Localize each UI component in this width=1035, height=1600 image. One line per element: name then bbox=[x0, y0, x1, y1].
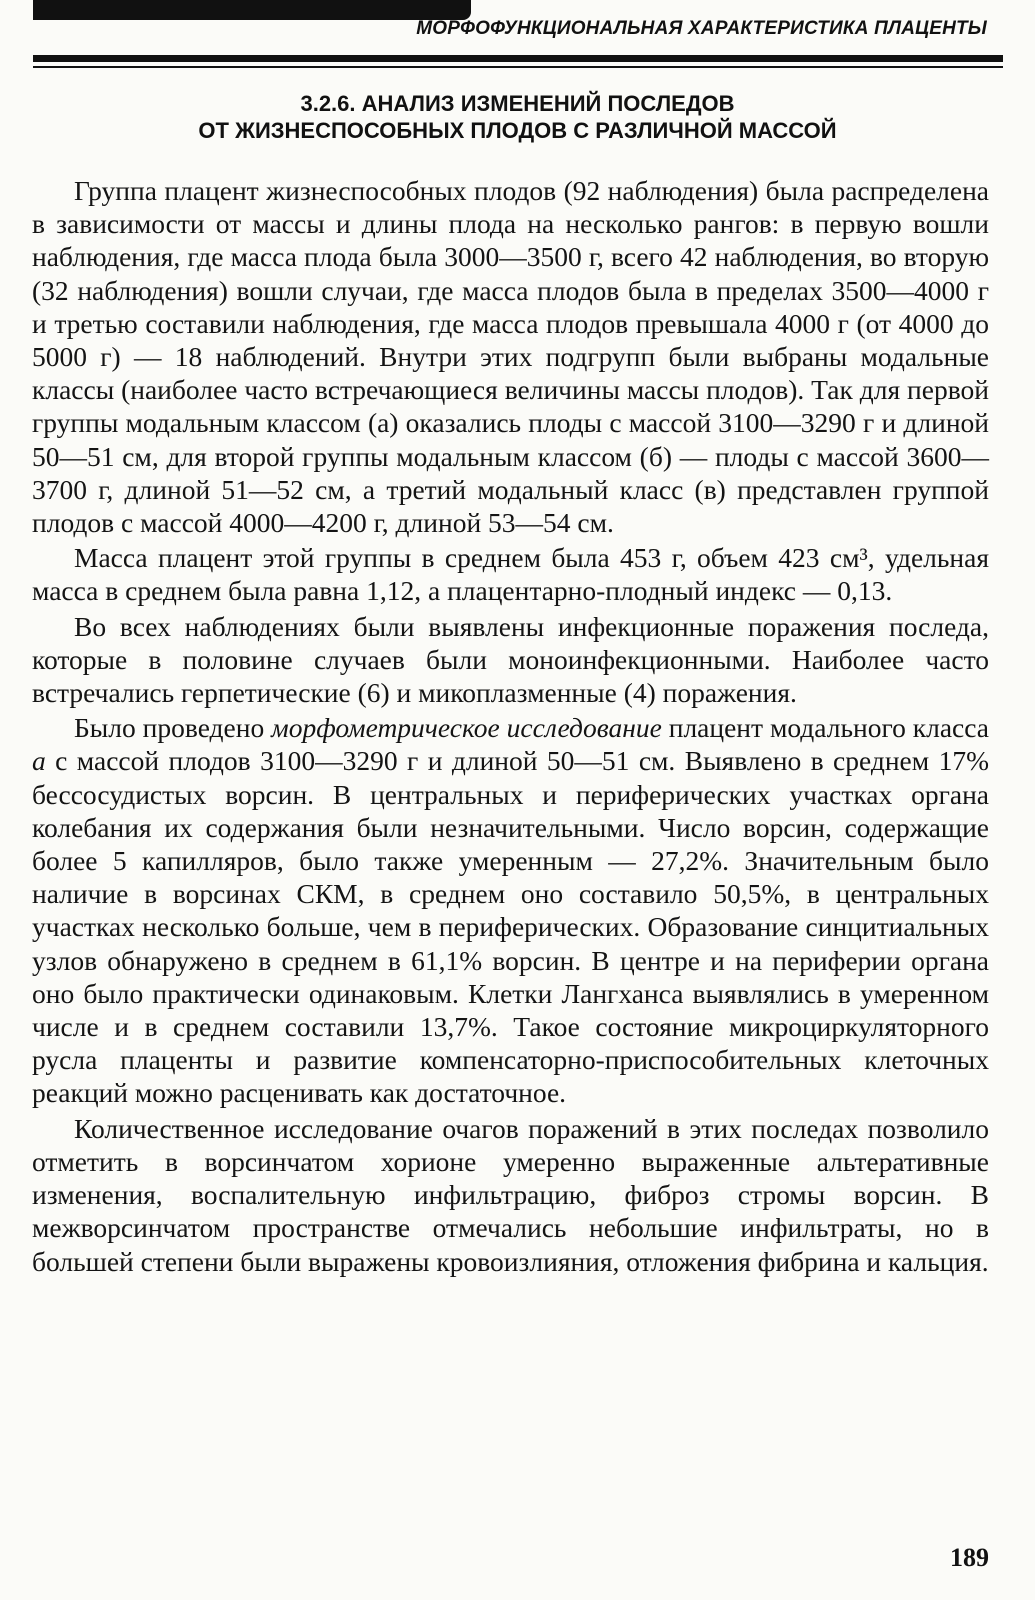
paragraph-4-italic-term: морфометрическое исследование bbox=[271, 712, 662, 744]
paragraph-4-start: Было проведено bbox=[74, 712, 272, 744]
paragraph-2: Масса плацент этой группы в среднем была 453 г, объем 423 см³, удельная масса в среднем была равна 1,12, а плацентарно-плодный индекс — 0,13. bbox=[32, 542, 989, 607]
page-number: 189 bbox=[950, 1543, 989, 1572]
header-rule-thick bbox=[33, 55, 1003, 62]
paragraph-4 bbox=[32, 711, 989, 1109]
paragraph-1: Группа плацент жизнеспособных плодов (92 наблюдения) была распределена в зависимости от массы и длины плода на несколько рангов: в первую вошли наблюдения, где масса плода была 3000—3500 г, всего 42 наблюдения, во вторую (32 наблюдения) вошли случаи, где масса плодов была в пределах 3500—4000 г и третью составили наблюдения, где масса плодов превышала 4000 г (от 4000 до 5000 г) — 18 наблюдений. Внутри этих подгрупп были выбраны модальные классы (наиболее часто встречающиеся величины массы плодов). Так для первой группы модальным классом (а) оказались плоды с массой 3100—3290 г и длиной 50—51 см, для второй группы модальным классом (б) — плоды с массой 3600—3700 г, длиной 51—52 см, а третий модальный класс (в) представлен группой плодов с массой 4000—4200 г, длиной 53—54 см. bbox=[32, 175, 989, 539]
running-header: МОРФОФУНКЦИОНАЛЬНАЯ ХАРАКТЕРИСТИКА ПЛАЦЕНТЫ bbox=[416, 18, 987, 39]
paragraph-3: Во всех наблюдениях были выявлены инфекционные поражения последа, которые в половине случаев были моноинфекционными. Наиболее часто встречались герпетические (6) и микоплазменные (4) поражения. bbox=[32, 610, 989, 709]
paragraph-5: Количественное исследование очагов поражений в этих последах позволило отметить в ворсинчатом хорионе умеренно выраженные альтеративные изменения, воспалительную инфильтрацию, фиброз стромы ворсин. В межворсинчатом пространстве отмечались небольшие инфильтраты, но в большей степени были выражены кровоизлияния, отложения фибрина и кальция. bbox=[32, 1112, 989, 1277]
paragraph-4-mid: плацент модального класса bbox=[661, 712, 989, 744]
paragraph-4-end: с массой плодов 3100—3290 г и длиной 50—51 см. Выявлено в среднем 17% бессосудистых ворсин. В центральных и периферических участках органа колебания их содержания были незначительными. Число ворсин, содержащие более 5 капилляров, было также умеренным — 27,2%. Значительным было наличие в ворсинах СКМ, в среднем оно составило 50,5%, в центральных участках несколько больше, чем в периферических. Образование синцитиальных узлов обнаружено в среднем в 61,1% ворсин. В центре и на периферии органа оно было практически одинаковым. Клетки Лангханса выявлялись в умеренном числе и в среднем составили 13,7%. Такое состояние микроциркуляторного русла плаценты и развитие компенсаторно-приспособительных клеточных реакций можно расценивать как достаточное. bbox=[32, 745, 989, 1109]
paragraph-4-class-letter: а bbox=[32, 745, 46, 777]
body-text bbox=[32, 174, 989, 1280]
header-rule-thin bbox=[33, 66, 1003, 68]
header-decorative-block bbox=[33, 0, 471, 20]
section-title-line-1: 3.2.6. АНАЛИЗ ИЗМЕНЕНИЙ ПОСЛЕДОВ bbox=[300, 91, 735, 116]
section-title-line-2: ОТ ЖИЗНЕСПОСОБНЫХ ПЛОДОВ С РАЗЛИЧНОЙ МАССОЙ bbox=[198, 118, 837, 143]
section-title bbox=[60, 90, 975, 144]
